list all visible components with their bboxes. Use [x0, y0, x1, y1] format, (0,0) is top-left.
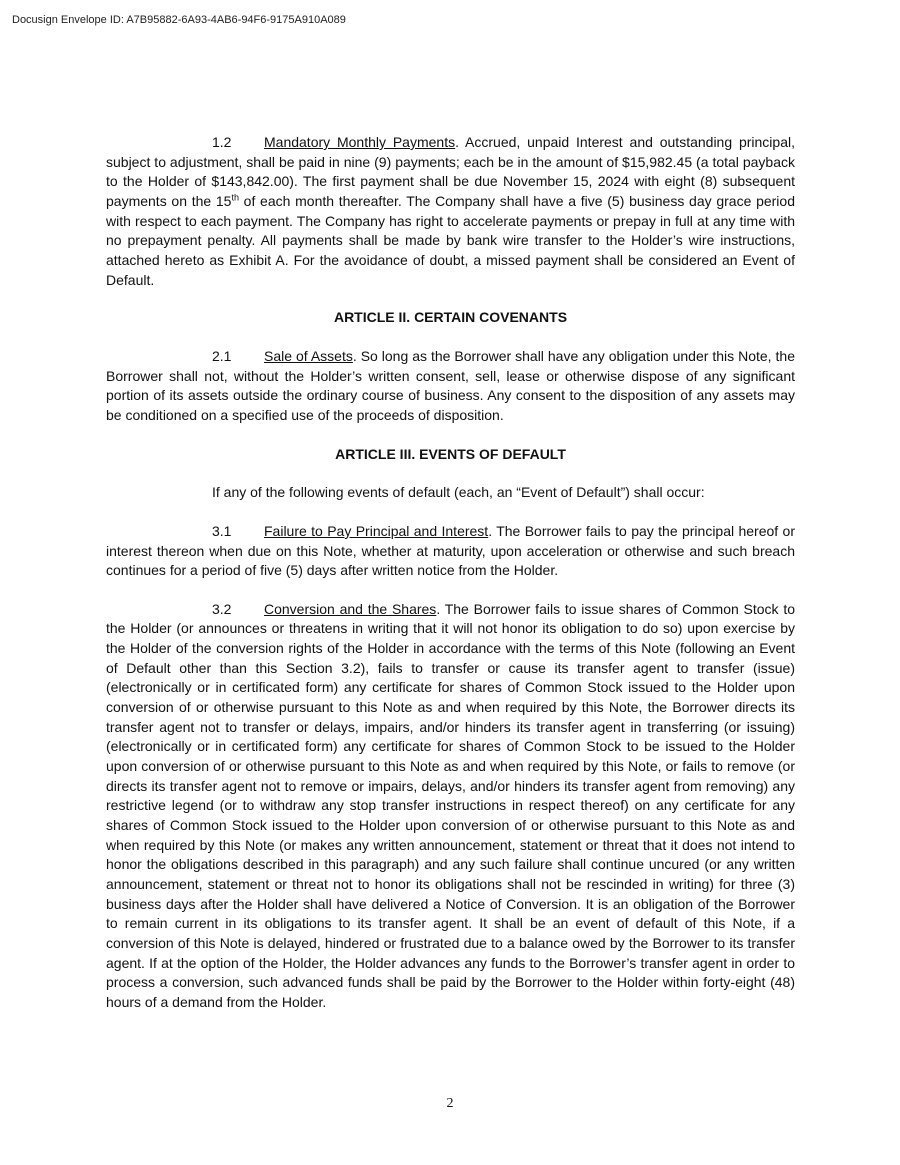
section-text: . The Borrower fails to issue shares of Common Stock to the Holder (or announces or threatens in writing that it will not honor its obligation to do so) upon exercise by the Holder of the conversion rights of the Holder in accordance with the terms of this Note (following an Event of Default other than this Section 3.2), fails to transfer or cause its transfer agent to transfer (issue) (electronically or in certificated form) any certificate for shares of Common Stock issued to the Holder upon conversion of or otherwise pursuant to this Note as and when required by this Note, the Borrower directs its transfer agent not to transfer or delays, impairs, and/or hinders its transfer agent in transferring (or issuing) (electronically or in certificated form) any certificate for shares of Common Stock to be issued to the Holder upon conversion of or otherwise pursuant to this Note as and when required by this Note, or fails to remove (or directs its transfer agent not to remove or impairs, delays, and/or hinders its transfer agent from removing) any restrictive legend (or to withdraw any stop transfer instructions in respect thereof) on any certificate for any shares of Common Stock issued to the Holder upon conversion of or otherwise pursuant to this Note as and when required by this Note (or makes any written announcement, statement or threat that it does not intend to honor the obligations described in this paragraph) and any such failure shall continue uncured (or any written announcement, statement or threat not to honor its obligations shall not be rescinded in writing) for three (3) business days after the Holder shall have delivered a Notice of Conversion. It is an obligation of the Borrower to remain current in its obligations to its transfer agent. It shall be an event of default of this Note, if a conversion of this Note is delayed, hindered or frustrated due to a balance owed by the Borrower to its transfer agent. If at the option of the Holder, the Holder advances any funds to the Borrower’s transfer agent in order to process a conversion, such advanced funds shall be paid by the Borrower to the Holder within forty-eight (48) hours of a demand from the Holder. — [106, 600, 795, 1010]
superscript-th: th — [231, 192, 239, 203]
section-number: 3.2 — [212, 600, 232, 617]
section-number: 2.1 — [212, 347, 232, 364]
article-2-heading: ARTICLE II. CERTAIN COVENANTS — [333, 309, 568, 326]
section-3-2 — [106, 600, 795, 1013]
events-intro: If any of the following events of default (each, an “Event of Default”) shall occur: — [212, 484, 705, 501]
section-number: 3.1 — [212, 522, 232, 539]
article-3-heading: ARTICLE III. EVENTS OF DEFAULT — [335, 445, 566, 462]
section-3-1 — [106, 522, 795, 581]
section-title: Sale of Assets — [264, 347, 353, 364]
section-title: Conversion and the Shares — [264, 600, 437, 617]
section-1-2 — [106, 133, 795, 290]
page-number: 2 — [446, 1096, 454, 1111]
section-title: Mandatory Monthly Payments — [264, 134, 456, 150]
section-text: . So long as the Borrower shall have any obligation under this Note, the Borrower shall not, without the Holder’s written consent, sell, lease or otherwise dispose of any significant portion of its assets outside the ordinary course of business. Any consent to the disposition of any assets may be conditioned on a specified use of the proceeds of disposition. — [106, 347, 795, 423]
section-2-1 — [106, 347, 795, 426]
document-body — [106, 133, 795, 1013]
section-text: . The Borrower fails to pay the principal hereof or interest thereon when due on this Note, whether at maturity, upon acceleration or otherwise and such breach continues for a period of five (5) days after written notice from the Holder. — [106, 522, 796, 579]
section-title: Failure to Pay Principal and Interest — [264, 522, 489, 539]
docusign-envelope-id: Docusign Envelope ID: A7B95882-6A93-4AB6-94F6-9175A910A089 — [12, 14, 346, 26]
section-text-cont: of each month thereafter. The Company shall have a five (5) business day grace period with respect to each payment. The Company has right to accelerate payments or prepay in full at any time with no prepayment penalty. All payments shall be made by bank wire transfer to the Holder’s wire instructions, attached hereto as Exhibit A. For the avoidance of doubt, a missed payment shall be considered an Event of Default. — [106, 192, 795, 288]
section-text: . Accrued, unpaid Interest and outstanding principal, subject to adjustment, shall be paid in nine (9) payments; each be in the amount of $15,982.45 (a total payback to the Holder of $143,842.00). The first payment shall be due November 15, 2024 with eight (8) subsequent payments on the 15 — [106, 134, 795, 209]
section-number: 1.2 — [212, 134, 232, 150]
